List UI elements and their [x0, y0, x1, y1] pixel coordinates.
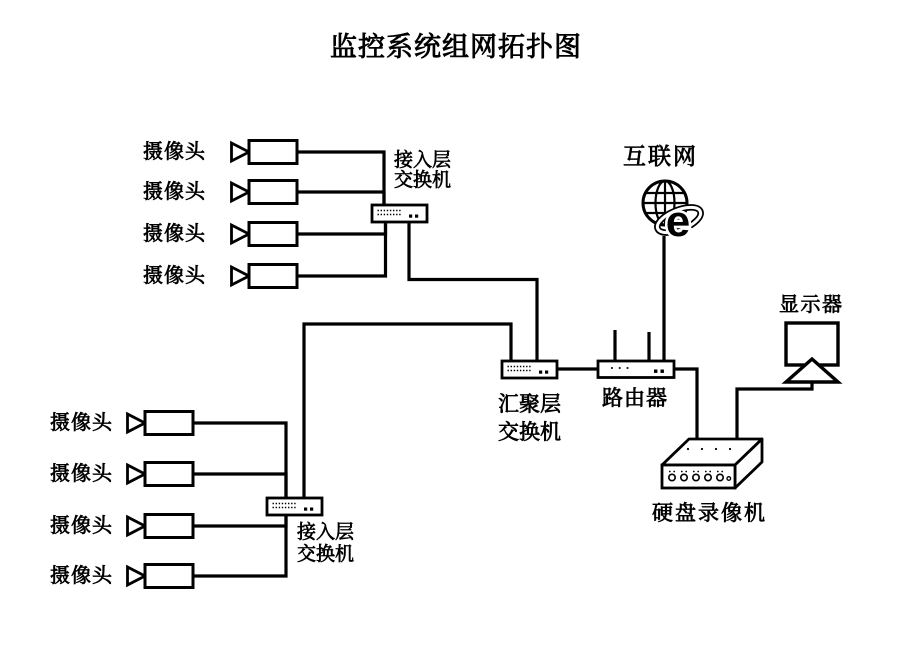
camera-label: 摄像头 — [50, 515, 113, 537]
camera-icon — [128, 565, 194, 588]
monitor-icon — [786, 323, 838, 382]
camera-icon — [232, 223, 298, 246]
router-icon — [598, 361, 674, 378]
camera-icon — [232, 181, 298, 204]
camera-icon — [232, 141, 298, 164]
monitor-label: 显示器 — [779, 294, 844, 316]
camera-label: 摄像头 — [143, 181, 206, 203]
dvr-label: 硬盘录像机 — [652, 502, 767, 525]
access-switch-top-label-line2: 交换机 — [394, 170, 452, 191]
dvr-icon — [662, 439, 762, 488]
router-label: 路由器 — [602, 387, 668, 410]
cable-cam-t1 — [297, 152, 384, 208]
camera-label: 摄像头 — [50, 412, 113, 434]
internet-label: 互联网 — [623, 143, 698, 169]
access-switch-top-icon — [372, 205, 427, 222]
camera-label: 摄像头 — [143, 265, 206, 287]
access-switch-bottom-label-line1: 接入层 — [297, 522, 355, 543]
camera-icon — [128, 515, 194, 538]
cable-monitor-to-dvr — [737, 377, 812, 446]
camera-icon — [128, 412, 194, 435]
access-switch-top-label — [394, 151, 451, 191]
camera-label: 摄像头 — [50, 565, 113, 587]
camera-icon — [128, 463, 194, 486]
diagram-title: 监控系统组网拓扑图 — [330, 32, 582, 62]
access-switch-bottom-label — [297, 522, 354, 566]
access-switch-top-label-line1: 接入层 — [394, 150, 452, 171]
camera-label: 摄像头 — [143, 223, 206, 245]
cable-cam-t4 — [297, 219, 386, 276]
access-switch-bottom-label-line2: 交换机 — [297, 544, 355, 565]
camera-label: 摄像头 — [143, 141, 206, 163]
aggregation-switch-icon — [502, 361, 557, 378]
cable-cam-b1 — [193, 423, 286, 501]
cable-cam-b4 — [193, 512, 286, 576]
cable-switch1-to-aggregation — [409, 220, 537, 365]
aggregation-switch-label-line2: 交换机 — [498, 421, 561, 444]
cable-router-to-dvr — [672, 369, 697, 446]
cable-switch2-to-aggregation — [304, 324, 511, 500]
camera-icon — [232, 265, 298, 288]
camera-label: 摄像头 — [50, 463, 113, 485]
aggregation-switch-label — [498, 391, 561, 447]
access-switch-bottom-icon — [267, 498, 322, 515]
ie-letter: e — [665, 197, 691, 246]
aggregation-switch-label-line1: 汇聚层 — [498, 393, 561, 416]
